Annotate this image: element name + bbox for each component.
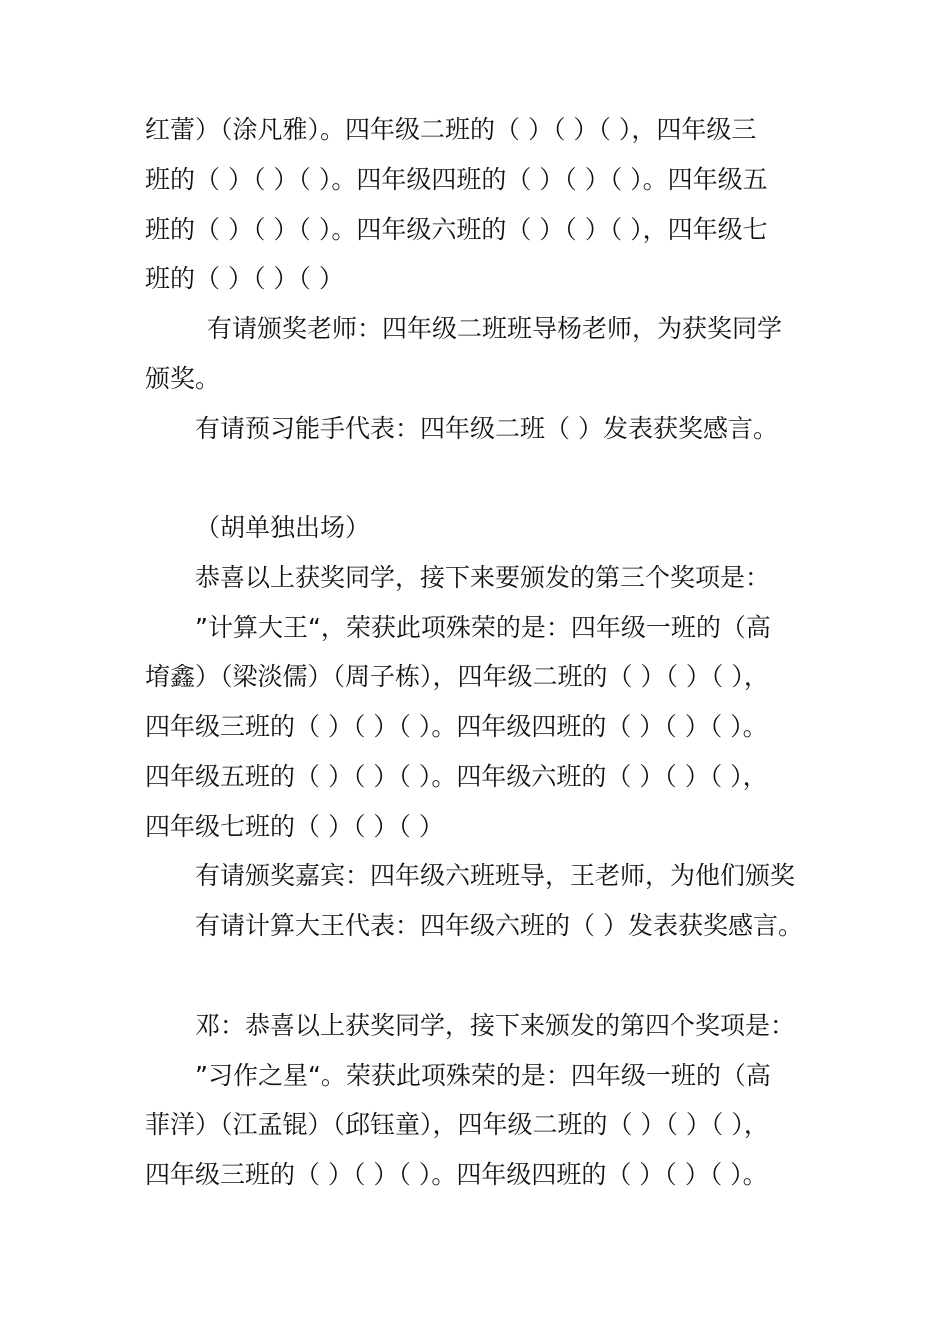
text-line: 有请颁奖老师：四年级二班班导杨老师，为获奖同学 xyxy=(207,314,783,343)
text-line: 有请计算大王代表：四年级六班的（ ）发表获奖感言。 xyxy=(195,911,803,940)
text-line: 菲洋）（江孟锟）（邱钰童），四年级二班的（ ）（ ）（ ）， xyxy=(145,1110,769,1139)
text-line: 红蕾）（涂凡雅）。四年级二班的（ ）（ ）（ ），四年级三 xyxy=(145,115,757,144)
text-line: ”计算大王“，荣获此项殊荣的是：四年级一班的（高 xyxy=(195,613,771,642)
text-line: 恭喜以上获奖同学，接下来要颁发的第三个奖项是： xyxy=(195,563,771,592)
text-line: 有请颁奖嘉宾：四年级六班班导，王老师，为他们颁奖 xyxy=(195,861,796,890)
text-line: 堉鑫）（梁淡儒）（周子栋），四年级二班的（ ）（ ）（ ）， xyxy=(145,662,769,691)
text-line: 班的（ ）（ ）（ ）。四年级六班的（ ）（ ）（ ），四年级七 xyxy=(145,215,768,244)
text-line: 四年级七班的（ ）（ ）（ ） xyxy=(145,812,444,841)
text-line: （胡单独出场） xyxy=(195,513,371,542)
text-line: 班的（ ）（ ）（ ）。四年级四班的（ ）（ ）（ ）。四年级五 xyxy=(145,165,768,194)
text-line: 四年级五班的（ ）（ ）（ ）。四年级六班的（ ）（ ）（ ）， xyxy=(145,762,768,791)
text-line: 四年级三班的（ ）（ ）（ ）。四年级四班的（ ）（ ）（ ）。 xyxy=(145,712,768,741)
text-line: 有请预习能手代表：四年级二班（ ）发表获奖感言。 xyxy=(195,414,778,443)
text-line: 班的（ ）（ ）（ ） xyxy=(145,264,344,293)
text-line: 邓：恭喜以上获奖同学，接下来颁发的第四个奖项是： xyxy=(195,1011,796,1040)
text-line: ”习作之星“。荣获此项殊荣的是：四年级一班的（高 xyxy=(195,1061,771,1090)
text-line: 四年级三班的（ ）（ ）（ ）。四年级四班的（ ）（ ）（ ）。 xyxy=(145,1160,768,1189)
text-line: 颁奖。 xyxy=(145,364,221,393)
